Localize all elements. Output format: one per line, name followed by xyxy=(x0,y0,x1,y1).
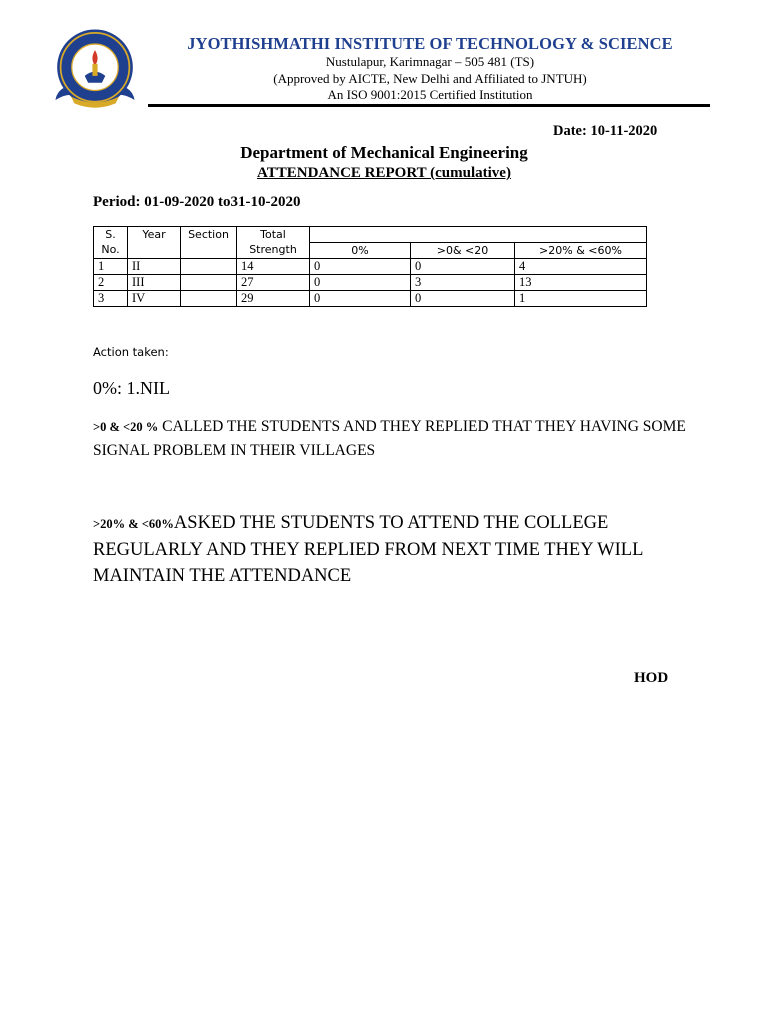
header-section: Section xyxy=(181,227,237,259)
cell-strength: 27 xyxy=(237,275,310,291)
header-sno-line1: S. xyxy=(105,228,116,241)
cell-range-1: 3 xyxy=(411,275,515,291)
cell-year: II xyxy=(128,259,181,275)
para1-prefix: >0 & <20 % xyxy=(93,420,159,434)
cell-sno: 1 xyxy=(94,259,128,275)
report-title-text: ATTENDANCE REPORT (cumulative) xyxy=(257,165,511,181)
cell-range-1: 0 xyxy=(411,259,515,275)
header-divider xyxy=(148,104,710,107)
cell-section xyxy=(181,291,237,307)
cell-year: IV xyxy=(128,291,181,307)
cell-year: III xyxy=(128,275,181,291)
header-sno-line2: No. xyxy=(101,243,120,256)
header-year: Year xyxy=(128,227,181,259)
cell-range-0: 0 xyxy=(310,291,411,307)
action-paragraph-1 xyxy=(93,415,693,462)
cell-range-2: 13 xyxy=(515,275,647,291)
table-row xyxy=(94,259,647,275)
header-range-1: >0& <20 xyxy=(411,243,515,259)
cell-range-0: 0 xyxy=(310,275,411,291)
header-sno xyxy=(94,227,128,259)
action-taken-label: Action taken: xyxy=(93,345,169,359)
address-line-2: (Approved by AICTE, New Delhi and Affiliated to JNTUH) xyxy=(273,71,587,86)
table-row xyxy=(94,291,647,307)
para2-prefix: >20% & <60% xyxy=(93,517,174,531)
cell-range-1: 0 xyxy=(411,291,515,307)
header-strength xyxy=(237,227,310,259)
zero-percent-action: 0%: 1.NIL xyxy=(93,378,170,398)
action-paragraph-2 xyxy=(93,510,693,589)
report-date: Date: 10-11-2020 xyxy=(553,123,658,139)
cell-strength: 29 xyxy=(237,291,310,307)
cell-sno: 3 xyxy=(94,291,128,307)
report-title xyxy=(0,165,768,182)
address-line-1: Nustulapur, Karimnagar – 505 481 (TS) xyxy=(325,54,535,69)
table-header-row-1 xyxy=(94,227,647,243)
cell-sno: 2 xyxy=(94,275,128,291)
cell-section xyxy=(181,275,237,291)
attendance-table xyxy=(93,226,647,307)
hod-signature-label: HOD xyxy=(634,670,669,686)
institute-name: JYOTHISHMATHI INSTITUTE OF TECHNOLOGY & SCIENCE xyxy=(187,34,673,53)
cell-range-2: 4 xyxy=(515,259,647,275)
address-line-3: An ISO 9001:2015 Certified Institution xyxy=(327,87,533,102)
header-range-group xyxy=(310,227,647,243)
report-period: Period: 01-09-2020 to31-10-2020 xyxy=(93,194,301,210)
header-strength-line1: Total xyxy=(260,228,286,241)
cell-range-2: 1 xyxy=(515,291,647,307)
cell-range-0: 0 xyxy=(310,259,411,275)
cell-strength: 14 xyxy=(237,259,310,275)
header-range-0: 0% xyxy=(310,243,411,259)
para1-text: CALLED THE STUDENTS AND THEY REPLIED THAT THEY HAVING SOME SIGNAL PROBLEM IN THEIR VILLAGES xyxy=(93,418,686,459)
header-range-2: >20% & <60% xyxy=(515,243,647,259)
table-row xyxy=(94,275,647,291)
para2-text: ASKED THE STUDENTS TO ATTEND THE COLLEGE REGULARLY AND THEY REPLIED FROM NEXT TIME THEY WILL MAINTAIN THE ATTENDANCE xyxy=(93,513,643,586)
header-strength-line2: Strength xyxy=(249,243,297,256)
institution-logo xyxy=(52,26,138,112)
department-title: Department of Mechanical Engineering xyxy=(240,143,528,162)
cell-section xyxy=(181,259,237,275)
